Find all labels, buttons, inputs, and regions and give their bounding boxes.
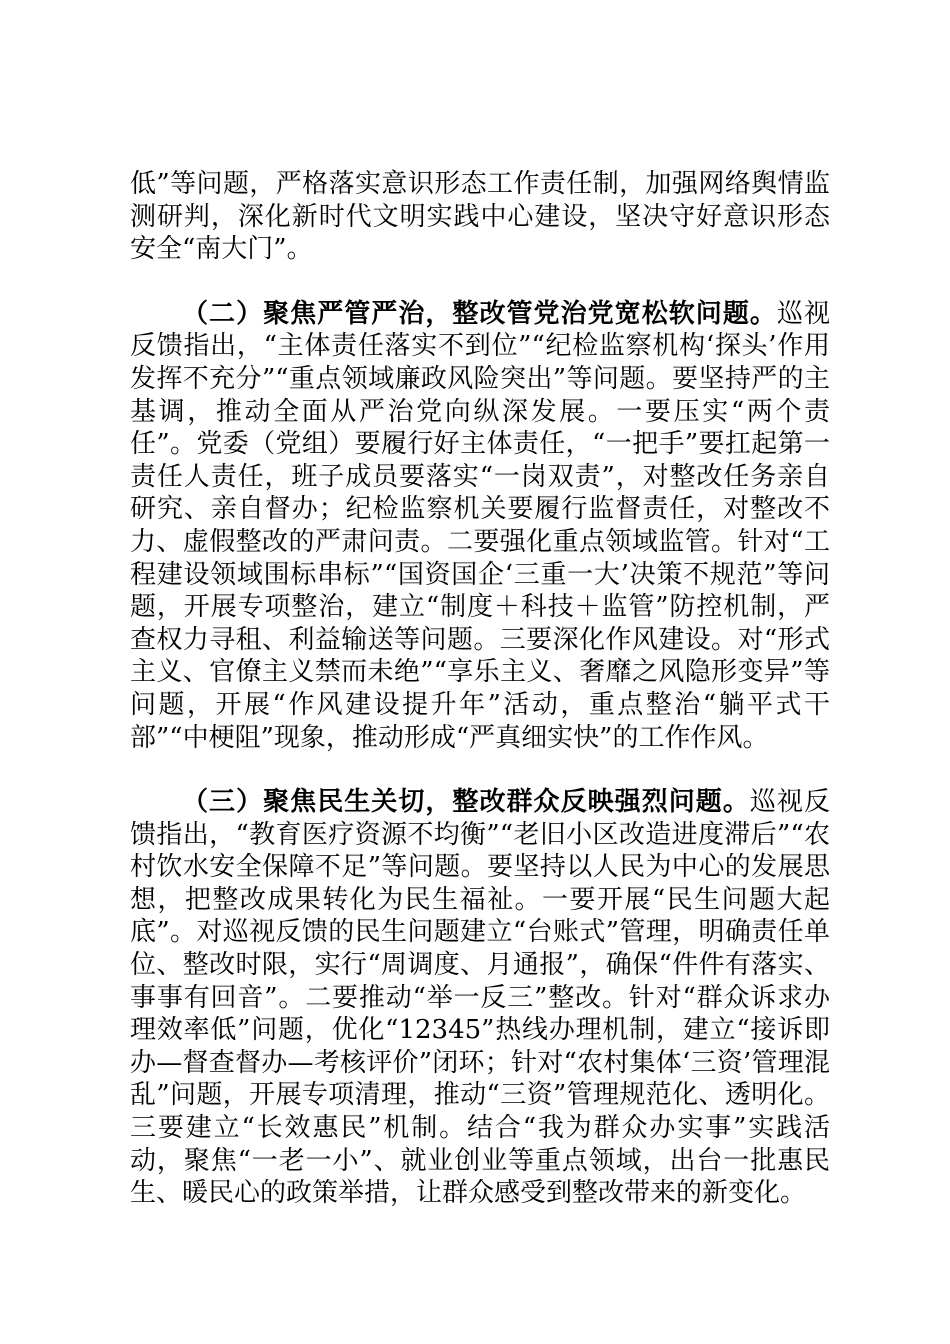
paragraph-body: 低”等问题，严格落实意识形态工作责任制，加强网络舆情监测研判，深化新时代文明实践中心建设，坚决守好意识形态安全“南大门”。 (130, 169, 830, 265)
paragraph-section-3 (130, 786, 830, 1210)
section-heading: （三）聚焦民生关切，整改群众反映强烈问题。 (182, 787, 750, 818)
document-page (130, 168, 830, 1210)
paragraph-body: 巡视反馈指出，“教育医疗资源不均衡”“老旧小区改造进度滞后”“农村饮水安全保障不足”等问题。要坚持以人民为中心的发展思想，把整改成果转化为民生福祉。一要开展“民生问题大起底”。对巡视反馈的民生问题建立“台账式”管理，明确责任单位、整改时限，实行“周调度、月通报”，确保“件件有落实、事事有回音”。二要推动“举一反三”整改。针对“群众诉求办理效率低”问题，优化“12345”热线办理机制，建立“接诉即办—督查督办—考核评价”闭环；针对“农村集体‘三资’管理混乱”问题，开展专项清理，推动“三资”管理规范化、透明化。三要建立“长效惠民”机制。结合“我为群众办实事”实践活动，聚焦“一老一小”、就业创业等重点领域，出台一批惠民生、暖民心的政策举措，让群众感受到整改带来的新变化。 (130, 787, 830, 1209)
paragraph-continued (130, 168, 830, 266)
paragraph-body: 巡视反馈指出，“主体责任落实不到位”“纪检监察机构‘探头’作用发挥不充分”“重点领域廉政风险突出”等问题。要坚持严的主基调，推动全面从严治党向纵深发展。一要压实“两个责任”。党委（党组）要履行好主体责任，“一把手”要扛起第一责任人责任，班子成员要落实“一岗双责”，对整改任务亲自研究、亲自督办；纪检监察机关要履行监督责任，对整改不力、虚假整改的严肃问责。二要强化重点领域监管。针对“工程建设领域围标串标”“国资国企‘三重一大’决策不规范”等问题，开展专项整治，建立“制度＋科技＋监管”防控机制，严查权力寻租、利益输送等问题。三要深化作风建设。对“形式主义、官僚主义禁而未绝”“享乐主义、奢靡之风隐形变异”等问题，开展“作风建设提升年”活动，重点整治“躺平式干部”“中梗阻”现象，推动形成“严真细实快”的工作作风。 (130, 298, 830, 753)
section-heading: （二）聚焦严管严治，整改管党治党宽松软问题。 (182, 298, 777, 329)
paragraph-section-2 (130, 298, 830, 754)
